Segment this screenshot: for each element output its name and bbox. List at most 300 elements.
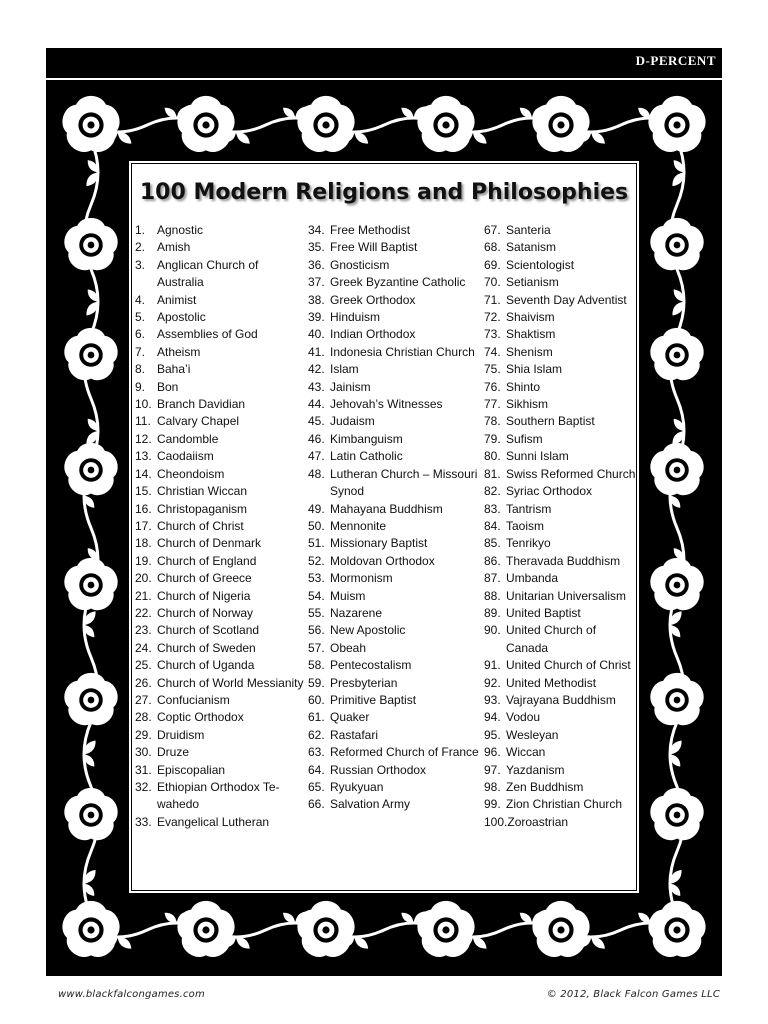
- item-number: 49.: [308, 501, 325, 516]
- item-name: Satanism: [506, 240, 557, 255]
- item-number: 100.: [484, 814, 508, 829]
- list-item: [308, 222, 480, 239]
- list-item: [484, 762, 636, 779]
- list-item: [308, 466, 480, 501]
- item-name: Caodaiism: [157, 449, 214, 464]
- item-number: 50.: [308, 518, 325, 533]
- item-name: Scientologist: [506, 257, 575, 272]
- item-name: Umbanda: [506, 571, 559, 586]
- list-item: [135, 622, 307, 639]
- item-number: 62.: [308, 727, 325, 742]
- item-number: 59.: [308, 675, 325, 690]
- item-name: Seventh Day Adventist: [506, 292, 627, 307]
- item-number: 40.: [308, 327, 325, 342]
- item-name: Church of Christ: [157, 518, 244, 533]
- list-item: [308, 535, 480, 552]
- list-item: [484, 501, 636, 518]
- item-name: United Church of Christ: [506, 658, 631, 673]
- list-item: [135, 483, 307, 500]
- item-number: 71.: [484, 292, 501, 307]
- flower-icon: [529, 901, 594, 963]
- item-number: 73.: [484, 327, 501, 342]
- list-item: [484, 570, 636, 587]
- item-number: 74.: [484, 344, 501, 359]
- item-name: Kimbanguism: [330, 431, 403, 446]
- list-item: [484, 361, 636, 378]
- list-item: [484, 709, 636, 726]
- page-title: 100 Modern Religions and Philosophies: [139, 180, 629, 205]
- item-number: 31.: [135, 762, 152, 777]
- list-item: [135, 675, 307, 692]
- item-name: Mahayana Buddhism: [330, 501, 443, 516]
- list-item: [135, 309, 307, 326]
- flower-icon: [647, 673, 708, 731]
- item-name: United Baptist: [506, 605, 581, 620]
- list-item: [135, 605, 307, 622]
- header-bar: [46, 48, 722, 78]
- item-number: 76.: [484, 379, 501, 394]
- list-item: [308, 588, 480, 605]
- item-name: Church of England: [157, 553, 257, 568]
- religion-column-1: [135, 222, 307, 831]
- list-item: [484, 239, 636, 256]
- flower-icon: [414, 96, 479, 158]
- list-item: [308, 379, 480, 396]
- item-name: Santeria: [506, 223, 551, 237]
- item-number: 37.: [308, 275, 325, 290]
- list-item: [308, 744, 480, 761]
- flower-icon: [647, 788, 708, 846]
- item-number: 99.: [484, 797, 501, 812]
- item-name: Swiss Reformed Church: [506, 466, 636, 481]
- flower-icon: [414, 901, 479, 963]
- list-item: [308, 448, 480, 465]
- item-number: 24.: [135, 640, 152, 655]
- list-item: [135, 222, 307, 239]
- flower-icon: [61, 218, 122, 276]
- list-item: [308, 396, 480, 413]
- item-number: 23.: [135, 623, 152, 638]
- item-name: New Apostolic: [330, 623, 406, 638]
- religion-column-2: [308, 222, 480, 814]
- list-item: [484, 257, 636, 274]
- item-name: Sufism: [506, 431, 543, 446]
- item-number: 79.: [484, 431, 501, 446]
- item-number: 39.: [308, 310, 325, 325]
- flower-icon: [647, 558, 708, 616]
- list-item: [484, 431, 636, 448]
- list-item: [308, 657, 480, 674]
- item-number: 63.: [308, 745, 325, 760]
- floral-border-frame: [46, 80, 722, 976]
- item-number: 54.: [308, 588, 325, 603]
- item-name: Southern Baptist: [506, 414, 595, 429]
- list-item: [484, 657, 636, 674]
- item-number: 15.: [135, 484, 152, 499]
- item-number: 27.: [135, 692, 152, 707]
- item-number: 44.: [308, 397, 325, 412]
- list-item: [135, 762, 307, 779]
- item-number: 36.: [308, 257, 325, 272]
- item-number: 1.: [135, 223, 146, 237]
- item-number: 34.: [308, 223, 325, 237]
- list-item: [135, 779, 307, 814]
- item-number: 72.: [484, 310, 501, 325]
- list-item: [484, 744, 636, 761]
- list-item: [135, 257, 307, 292]
- item-number: 13.: [135, 449, 152, 464]
- item-name: Ethiopian Orthodox Te-wahedo: [157, 780, 280, 812]
- list-item: [308, 692, 480, 709]
- item-number: 55.: [308, 605, 325, 620]
- list-item: [135, 466, 307, 483]
- item-number: 56.: [308, 623, 325, 638]
- item-name: Agnostic: [157, 223, 204, 237]
- item-number: 47.: [308, 449, 325, 464]
- item-name: Free Methodist: [330, 223, 411, 237]
- item-number: 70.: [484, 275, 501, 290]
- item-name: Church of World Messianity: [157, 675, 304, 690]
- item-name: Gnosticism: [330, 257, 390, 272]
- list-item: [484, 518, 636, 535]
- item-name: Setianism: [506, 275, 559, 290]
- flower-icon: [174, 901, 239, 963]
- item-number: 42.: [308, 362, 325, 377]
- item-name: Unitarian Universalism: [506, 588, 627, 603]
- list-item: [484, 379, 636, 396]
- item-name: Wiccan: [506, 745, 546, 760]
- item-number: 12.: [135, 431, 152, 446]
- item-name: Evangelical Lutheran: [157, 814, 270, 829]
- item-number: 21.: [135, 588, 152, 603]
- item-name: Muism: [330, 588, 366, 603]
- item-number: 45.: [308, 414, 325, 429]
- list-item: [135, 518, 307, 535]
- item-name: Salvation Army: [330, 797, 411, 812]
- item-name: Lutheran Church – Missouri Synod: [330, 466, 478, 499]
- item-number: 18.: [135, 536, 152, 551]
- item-number: 30.: [135, 745, 152, 760]
- flower-icon: [174, 96, 239, 158]
- item-number: 75.: [484, 362, 501, 377]
- item-name: Coptic Orthodox: [157, 710, 244, 725]
- footer-copyright: © 2012, Black Falcon Games LLC: [546, 989, 720, 1000]
- item-name: Quaker: [330, 710, 370, 725]
- item-name: Islam: [330, 362, 359, 377]
- list-item: [135, 709, 307, 726]
- flower-icon: [61, 328, 122, 386]
- item-number: 95.: [484, 727, 501, 742]
- list-item: [308, 292, 480, 309]
- item-name: Atheism: [157, 344, 201, 359]
- item-name: Primitive Baptist: [330, 692, 417, 707]
- item-name: Ryukyuan: [330, 780, 384, 794]
- item-name: Indonesia Christian Church: [330, 344, 475, 359]
- list-item: [135, 326, 307, 343]
- footer-website: www.blackfalcongames.com: [58, 989, 205, 1000]
- item-name: Jainism: [330, 379, 371, 394]
- item-name: Church of Scotland: [157, 623, 260, 638]
- religion-column-3: [484, 222, 636, 831]
- list-item: [308, 361, 480, 378]
- list-item: [484, 605, 636, 622]
- item-number: 86.: [484, 553, 501, 568]
- flower-icon: [59, 96, 124, 158]
- list-item: [135, 535, 307, 552]
- list-item: [135, 570, 307, 587]
- item-name: Yazdanism: [506, 762, 565, 777]
- item-number: 57.: [308, 640, 325, 655]
- list-item: [308, 727, 480, 744]
- list-item: [484, 727, 636, 744]
- list-item: [135, 396, 307, 413]
- item-number: 53.: [308, 571, 325, 586]
- item-name: Obeah: [330, 640, 367, 655]
- list-item: [308, 274, 480, 291]
- item-name: Calvary Chapel: [157, 414, 240, 429]
- list-item: [308, 762, 480, 779]
- list-item: [308, 431, 480, 448]
- item-number: 92.: [484, 675, 501, 690]
- item-number: 51.: [308, 536, 325, 551]
- list-item: [484, 553, 636, 570]
- list-item: [135, 239, 307, 256]
- list-item: [484, 588, 636, 605]
- item-number: 78.: [484, 414, 501, 429]
- list-item: [484, 448, 636, 465]
- list-item: [135, 727, 307, 744]
- list-item: [308, 413, 480, 430]
- item-name: Baha’i: [157, 362, 191, 377]
- item-number: 69.: [484, 257, 501, 272]
- item-name: Church of Norway: [157, 605, 254, 620]
- item-name: Animist: [157, 292, 197, 307]
- list-item: [308, 553, 480, 570]
- list-item: [135, 344, 307, 361]
- item-number: 88.: [484, 588, 501, 603]
- item-name: United Methodist: [506, 675, 597, 690]
- list-item: [484, 622, 636, 657]
- item-number: 2.: [135, 240, 146, 255]
- list-item: [135, 431, 307, 448]
- item-name: Taoism: [506, 518, 545, 533]
- list-item: [135, 501, 307, 518]
- list-item: [484, 535, 636, 552]
- flower-icon: [294, 901, 359, 963]
- item-name: Shenism: [506, 344, 553, 359]
- item-number: 5.: [135, 310, 146, 325]
- item-name: Theravada Buddhism: [506, 553, 621, 568]
- list-item: [308, 344, 480, 361]
- flower-icon: [61, 443, 122, 501]
- list-item: [135, 744, 307, 761]
- item-name: Christian Wiccan: [157, 484, 248, 499]
- item-name: Christopaganism: [157, 501, 248, 516]
- flower-icon: [647, 328, 708, 386]
- item-name: Candomble: [157, 431, 219, 446]
- list-item: [308, 501, 480, 518]
- item-name: Druze: [157, 745, 190, 760]
- item-number: 16.: [135, 501, 152, 516]
- list-item: [308, 518, 480, 535]
- item-number: 14.: [135, 466, 152, 481]
- list-item: [308, 605, 480, 622]
- list-item: [484, 413, 636, 430]
- item-name: Anglican Church of Australia: [157, 257, 259, 290]
- item-name: Tantrism: [506, 501, 552, 516]
- item-number: 87.: [484, 571, 501, 586]
- item-name: Missionary Baptist: [330, 536, 428, 551]
- item-number: 41.: [308, 344, 325, 359]
- item-number: 38.: [308, 292, 325, 307]
- item-name: Confucianism: [157, 692, 230, 707]
- list-item: [484, 779, 636, 796]
- item-name: Apostolic: [157, 310, 206, 325]
- item-number: 28.: [135, 710, 152, 725]
- list-item: [484, 292, 636, 309]
- list-item: [135, 379, 307, 396]
- list-item: [135, 640, 307, 657]
- item-name: Church of Greece: [157, 571, 252, 586]
- list-item: [135, 361, 307, 378]
- item-name: Russian Orthodox: [330, 762, 427, 777]
- list-item: [135, 292, 307, 309]
- item-number: 29.: [135, 727, 152, 742]
- item-name: Free Will Baptist: [330, 240, 418, 255]
- item-number: 46.: [308, 431, 325, 446]
- list-item: [308, 622, 480, 639]
- list-item: [308, 326, 480, 343]
- item-number: 61.: [308, 710, 325, 725]
- item-name: Amish: [157, 240, 191, 255]
- list-item: [484, 483, 636, 500]
- item-name: Church of Uganda: [157, 658, 255, 673]
- list-item: [484, 274, 636, 291]
- item-name: Episcopalian: [157, 762, 226, 777]
- list-item: [308, 709, 480, 726]
- item-number: 77.: [484, 397, 501, 412]
- list-item: [135, 413, 307, 430]
- item-number: 19.: [135, 553, 152, 568]
- flower-icon: [645, 901, 710, 963]
- flower-icon: [647, 218, 708, 276]
- item-name: Hinduism: [330, 310, 381, 325]
- list-item: [484, 309, 636, 326]
- item-name: Zoroastrian: [507, 814, 569, 829]
- item-name: Mormonism: [330, 571, 393, 586]
- list-item: [484, 344, 636, 361]
- flower-icon: [647, 443, 708, 501]
- item-name: Indian Orthodox: [330, 327, 416, 342]
- item-number: 68.: [484, 240, 501, 255]
- list-item: [308, 640, 480, 657]
- item-number: 11.: [135, 414, 151, 429]
- list-item: [135, 692, 307, 709]
- item-number: 26.: [135, 675, 152, 690]
- item-name: Sikhism: [506, 397, 549, 412]
- list-item: [484, 692, 636, 709]
- item-name: Pentecostalism: [330, 658, 412, 673]
- item-name: Zion Christian Church: [506, 797, 623, 812]
- item-number: 82.: [484, 484, 501, 499]
- list-item: [308, 779, 480, 796]
- item-name: Latin Catholic: [330, 449, 403, 464]
- list-item: [135, 657, 307, 674]
- item-number: 32.: [135, 780, 152, 794]
- list-item: [135, 588, 307, 605]
- item-number: 64.: [308, 762, 325, 777]
- list-item: [308, 796, 480, 813]
- item-name: Vodou: [506, 710, 541, 725]
- list-item: [308, 570, 480, 587]
- item-name: Judaism: [330, 414, 375, 429]
- item-name: Vajrayana Buddhism: [506, 692, 616, 707]
- item-number: 65.: [308, 780, 325, 794]
- item-name: Greek Byzantine Catholic: [330, 275, 466, 290]
- item-number: 93.: [484, 692, 501, 707]
- list-item: [484, 326, 636, 343]
- item-number: 85.: [484, 536, 501, 551]
- item-number: 94.: [484, 710, 501, 725]
- item-number: 84.: [484, 518, 501, 533]
- item-number: 52.: [308, 553, 325, 568]
- item-name: Moldovan Orthodox: [330, 553, 435, 568]
- item-number: 90.: [484, 623, 501, 638]
- list-item: [484, 796, 636, 813]
- item-number: 98.: [484, 780, 501, 794]
- item-number: 22.: [135, 605, 152, 620]
- flower-icon: [59, 901, 124, 963]
- list-item: [135, 814, 307, 831]
- item-name: Church of Nigeria: [157, 588, 251, 603]
- list-item: [308, 257, 480, 274]
- item-name: Presbyterian: [330, 675, 398, 690]
- item-name: Bon: [157, 379, 179, 394]
- content-panel: [132, 164, 636, 890]
- item-name: Sunni Islam: [506, 449, 569, 464]
- item-name: Syriac Orthodox: [506, 484, 593, 499]
- flower-icon: [529, 96, 594, 158]
- item-number: 3.: [135, 257, 146, 272]
- flower-icon: [61, 673, 122, 731]
- item-number: 97.: [484, 762, 501, 777]
- list-item: [308, 309, 480, 326]
- item-number: 17.: [135, 518, 152, 533]
- item-name: Shaktism: [506, 327, 556, 342]
- list-item: [484, 396, 636, 413]
- flower-icon: [294, 96, 359, 158]
- item-number: 58.: [308, 658, 325, 673]
- item-name: Church of Sweden: [157, 640, 256, 655]
- item-number: 89.: [484, 605, 501, 620]
- item-number: 60.: [308, 692, 325, 707]
- item-number: 48.: [308, 466, 325, 481]
- list-item: [484, 222, 636, 239]
- list-item: [484, 814, 636, 831]
- item-name: Rastafari: [330, 727, 379, 742]
- item-number: 96.: [484, 745, 501, 760]
- item-number: 81.: [484, 466, 501, 481]
- list-item: [308, 239, 480, 256]
- item-number: 6.: [135, 327, 146, 342]
- item-number: 10.: [135, 397, 152, 412]
- item-number: 67.: [484, 223, 501, 237]
- item-name: Branch Davidian: [157, 397, 246, 412]
- list-item: [135, 448, 307, 465]
- item-name: Nazarene: [330, 605, 383, 620]
- item-number: 80.: [484, 449, 501, 464]
- item-number: 8.: [135, 362, 146, 377]
